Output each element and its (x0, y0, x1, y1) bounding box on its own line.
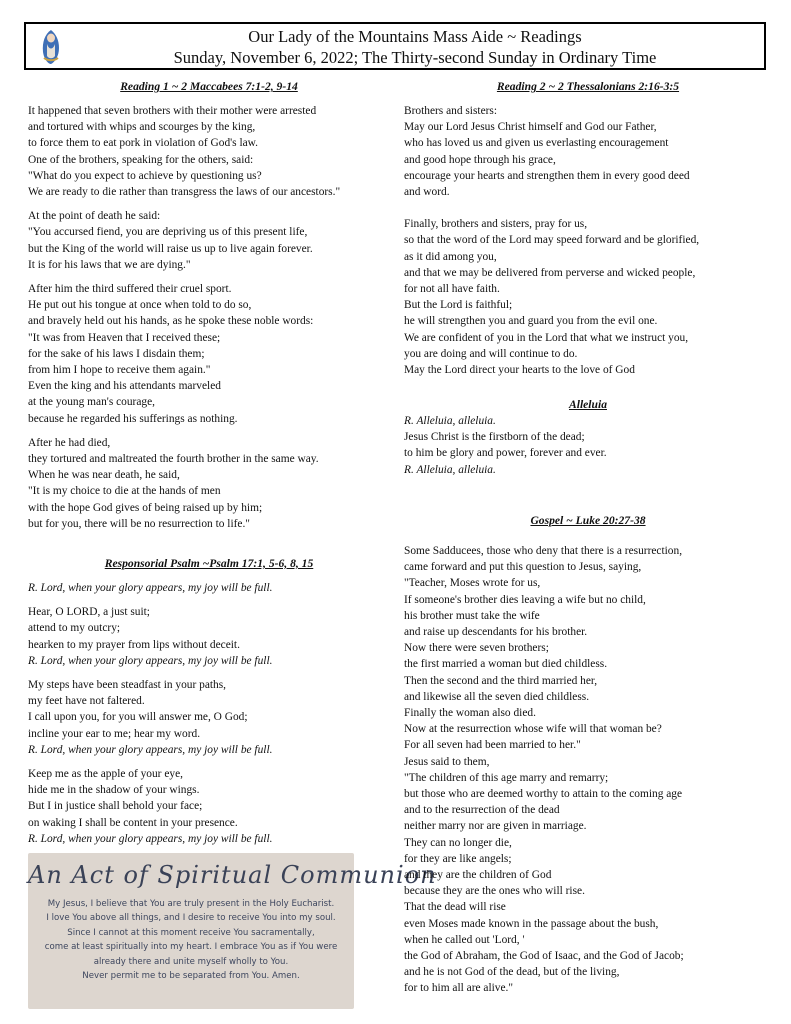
psalm-response: R. Lord, when your glory appears, my joy will be full. (28, 582, 273, 594)
psalm-stanza-1 (28, 604, 390, 669)
text-line: After him the third suffered their cruel sport. (28, 283, 232, 296)
card-title: An Act of Spiritual Communion (28, 861, 437, 889)
text-line: Jesus Christ is the firstborn of the dead; (404, 431, 585, 444)
reading1-paragraph-3 (28, 281, 390, 427)
text-line: May the Lord direct your hearts to the love of God (404, 364, 635, 377)
text-line: My steps have been steadfast in your paths, (28, 679, 227, 692)
text-line: neither marry nor are given in marriage. (404, 820, 587, 833)
text-line: Jesus said to them, (404, 755, 490, 768)
text-line: For all seven had been married to her." (404, 739, 581, 752)
text-line: attend to my outcry; (28, 622, 121, 635)
gospel-section (404, 513, 772, 997)
reading2-paragraph-1 (404, 103, 772, 200)
text-line: the first married a woman but died childless. (404, 658, 608, 671)
reading1-paragraph-1 (28, 103, 390, 200)
text-line: he will strengthen you and guard you from the evil one. (404, 315, 658, 328)
text-line: my feet have not faltered. (28, 695, 145, 708)
text-line: I love You above all things, and I desire to receive You into my soul. (46, 913, 336, 924)
text-line: If someone's brother dies leaving a wife but no child, (404, 593, 646, 606)
text-line: because he regarded his sufferings as nothing. (28, 412, 238, 425)
text-line: even Moses made known in the passage about the bush, (404, 917, 659, 930)
alleluia-response: R. Alleluia, alleluia. (404, 463, 496, 476)
text-line: and raise up descendants for his brother. (404, 626, 588, 639)
text-line: After he had died, (28, 436, 111, 449)
text-line: We are ready to die rather than transgress the laws of our ancestors." (28, 186, 341, 199)
text-line: on waking I shall be content in your presence. (28, 816, 238, 829)
text-line: came forward and put this question to Jesus, saying, (404, 561, 642, 574)
reading1-section (28, 79, 390, 532)
text-line: come at least spiritually into my heart. I embrace You as if You were (44, 942, 338, 953)
text-line: But I in justice shall behold your face; (28, 800, 203, 813)
text-line: "Teacher, Moses wrote for us, (404, 577, 541, 590)
text-line: They can no longer die, (404, 836, 512, 849)
text-line: hearken to my prayer from lips without deceit. (28, 638, 240, 651)
text-line: May our Lord Jesus Christ himself and God our Father, (404, 121, 657, 134)
text-line: but the King of the world will raise us up to live again forever. (28, 242, 313, 255)
reading1-heading: Reading 1 ~ 2 Maccabees 7:1-2, 9-14 (120, 80, 298, 93)
text-line: encourage your hearts and strengthen them in every good deed (404, 169, 690, 182)
gospel-heading: Gospel ~ Luke 20:27-38 (530, 514, 646, 527)
text-line: who has loved us and given us everlasting encouragement (404, 137, 669, 150)
text-line: from him I hope to receive them again." (28, 364, 211, 377)
text-line: Brothers and sisters: (404, 105, 498, 117)
text-line: but those who are deemed worthy to attain to the coming age (404, 788, 683, 801)
text-line: "It was from Heaven that I received these; (28, 331, 221, 344)
text-line: One of the brothers, speaking for the others, said: (28, 153, 254, 166)
psalm-heading: Responsorial Psalm ~Psalm 17:1, 5-6, 8, 15 (104, 557, 314, 570)
text-line: "What do you expect to achieve by questioning us? (28, 169, 262, 182)
text-line: for to him all are alive." (404, 982, 514, 995)
text-line: and tortured with whips and scourges by the king, (28, 121, 256, 134)
text-line: That the dead will rise (404, 901, 506, 914)
text-line: "The children of this age marry and remarry; (404, 771, 609, 784)
text-line: as it did among you, (404, 250, 497, 263)
psalm-response: R. Lord, when your glory appears, my joy will be full. (28, 832, 273, 845)
text-line: but for you, there will be no resurrection to life." (28, 517, 250, 530)
reading1-paragraph-4 (28, 435, 390, 532)
text-line: We are confident of you in the Lord that what we instruct you, (404, 331, 689, 344)
text-line: so that the word of the Lord may speed forward and be glorified, (404, 234, 700, 247)
text-line: and good hope through his grace, (404, 153, 556, 166)
text-line: for they are like angels; (404, 852, 512, 865)
text-line: his brother must take the wife (404, 609, 540, 622)
text-line: Finally the woman also died. (404, 707, 536, 720)
text-line: I call upon you, for you will answer me, O God; (28, 711, 248, 724)
reading2-section (404, 79, 772, 378)
text-line: to force them to eat pork in violation of God's law. (28, 137, 259, 150)
text-line: at the young man's courage, (28, 396, 155, 409)
header-subtitle: Sunday, November 6, 2022; The Thirty-second Sunday in Ordinary Time (173, 48, 657, 67)
page-header (24, 22, 766, 70)
reading1-paragraph-2 (28, 208, 390, 273)
text-line: and to the resurrection of the dead (404, 804, 560, 817)
alleluia-section (404, 397, 772, 478)
text-line: incline your ear to me; hear my word. (28, 727, 201, 740)
text-line: for the sake of his laws I disdain them; (28, 347, 205, 360)
text-line: they tortured and maltreated the fourth brother in the same way. (28, 453, 319, 466)
text-line: Since I cannot at this moment receive You sacramentally, (67, 927, 315, 938)
text-line: When he was near death, he said, (28, 469, 180, 482)
text-line: Hear, O LORD, a just suit; (28, 606, 150, 619)
text-line: with the hope God gives of being raised up by him; (28, 501, 263, 514)
text-line: Now there were seven brothers; (404, 642, 549, 655)
madonna-logo-icon (34, 28, 68, 66)
text-line: and bravely held out his hands, as he spoke these noble words: (28, 315, 314, 328)
text-line: My Jesus, I believe that You are truly present in the Holy Eucharist. (47, 899, 335, 909)
text-line: to him be glory and power, forever and ever. (404, 447, 607, 460)
psalm-section (28, 556, 390, 847)
psalm-stanza-3 (28, 766, 390, 847)
text-line: and likewise all the seven died childless. (404, 690, 590, 703)
text-line: because they are the ones who will rise. (404, 885, 585, 898)
alleluia-response: R. Alleluia, alleluia. (404, 415, 496, 427)
spiritual-communion-card (28, 853, 437, 1009)
text-line: and word. (404, 186, 450, 199)
text-line: Never permit me to be separated from You. Amen. (82, 971, 300, 982)
reading2-paragraph-2 (404, 216, 772, 378)
alleluia-heading: Alleluia (568, 398, 607, 411)
text-line: hide me in the shadow of your wings. (28, 784, 200, 797)
text-line: Some Sadducees, those who deny that there is a resurrection, (404, 545, 683, 557)
text-line: "You accursed fiend, you are depriving us of this present life, (28, 226, 308, 239)
reading2-heading: Reading 2 ~ 2 Thessalonians 2:16-3:5 (496, 80, 680, 93)
text-line: "It is my choice to die at the hands of men (28, 485, 221, 498)
text-line: when he called out 'Lord, ' (404, 933, 525, 946)
text-line: But the Lord is faithful; (404, 299, 513, 312)
text-line: you are doing and will continue to do. (404, 347, 578, 360)
text-line: Even the king and his attendants marveled (28, 380, 221, 393)
text-line: and that we may be delivered from perverse and wicked people, (404, 266, 696, 279)
text-line: At the point of death he said: (28, 210, 161, 223)
text-line: Then the second and the third married her, (404, 674, 598, 687)
text-line: He put out his tongue at once when told to do so, (28, 299, 252, 312)
gospel-text (404, 543, 772, 997)
text-line: already there and unite myself wholly to You. (93, 956, 289, 967)
text-line: and they are the children of God (404, 869, 552, 882)
psalm-response: R. Lord, when your glory appears, my joy will be full. (28, 654, 273, 667)
psalm-stanza-2 (28, 677, 390, 758)
text-line: for not all have faith. (404, 283, 500, 296)
text-line: Now at the resurrection whose wife will that woman be? (404, 723, 662, 736)
card-prayer (36, 897, 346, 983)
text-line: It is for his laws that we are dying." (28, 258, 191, 271)
text-line: the God of Abraham, the God of Isaac, and the God of Jacob; (404, 950, 684, 963)
text-line: Keep me as the apple of your eye, (28, 768, 183, 781)
text-line: It happened that seven brothers with their mother were arrested (28, 105, 317, 117)
text-line: Finally, brothers and sisters, pray for us, (404, 218, 588, 231)
text-line: and he is not God of the dead, but of the living, (404, 966, 620, 979)
header-title: Our Lady of the Mountains Mass Aide ~ Readings (248, 27, 582, 46)
psalm-response: R. Lord, when your glory appears, my joy will be full. (28, 743, 273, 756)
